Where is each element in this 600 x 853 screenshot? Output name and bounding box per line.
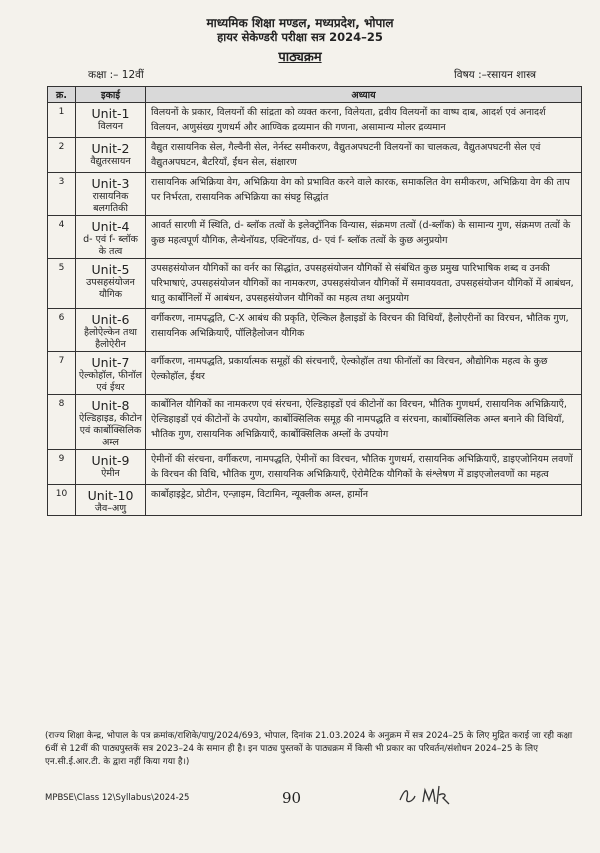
row-unit bbox=[76, 103, 146, 138]
page-title: पाठ्यक्रम bbox=[278, 50, 322, 65]
row-unit bbox=[76, 259, 146, 309]
exam-title: हायर सेकेण्डरी परीक्षा सत्र 2024–25 bbox=[217, 30, 383, 44]
unit-name: हैलोऐल्केन तथा हैलोऐरीन bbox=[83, 327, 138, 350]
unit-name: ऐमीन bbox=[101, 468, 120, 479]
table-row bbox=[48, 138, 582, 173]
table-row bbox=[48, 103, 582, 138]
row-serial: 8 bbox=[48, 395, 76, 450]
board-name: माध्यमिक शिक्षा मण्डल, मध्यप्रदेश, भोपाल bbox=[206, 16, 394, 30]
unit-name: ऐल्डिहाइड, कीटोन एवं कार्बोक्सिलिक अम्ल bbox=[78, 413, 143, 448]
unit-code: Unit-9 bbox=[91, 453, 130, 468]
row-chapters: उपसहसंयोजन यौगिकों का वर्नर का सिद्धांत, उपसहसंयोजन यौगिकों से संबंधित कुछ प्रमुख पारिभाषिक शब्द व उनकी परिभाषाएं, उपसहसंयोजन यौगिकों का नामकरण, उपसहसंयोजन यौगिकों में समावयवता, उपसहसंयोजन यौगिकों में आबंधन, धातु कार्बोनिलों में आबंधन, उपसहसंयोजन यौगिकों का महत्व तथा अनुप्रयोग bbox=[146, 259, 582, 309]
row-chapters: रासायनिक अभिक्रिया वेग, अभिक्रिया वेग को प्रभावित करने वाले कारक, समाकलित वेग समीकरण, अभिक्रिया वेग की ताप पर निर्भरता, रासायनिक अभिक्रिया का संघट्ट सिद्धांत bbox=[146, 173, 582, 216]
row-chapters: कार्बोहाइड्रेट, प्रोटीन, एन्ज़ाइम, विटामिन, न्यूक्लीक अम्ल, हार्मोन bbox=[146, 485, 582, 516]
row-serial: 2 bbox=[48, 138, 76, 173]
unit-code: Unit-8 bbox=[91, 398, 130, 413]
signature-mark bbox=[395, 780, 475, 810]
unit-code: Unit-1 bbox=[91, 106, 130, 121]
unit-name: जैव–अणु bbox=[94, 503, 127, 514]
unit-code: Unit-7 bbox=[91, 355, 130, 370]
document-code: MPBSE\Class 12\Syllabus\2024-25 bbox=[45, 793, 190, 803]
unit-code: Unit-2 bbox=[91, 141, 130, 156]
page-number: 90 bbox=[282, 789, 302, 807]
table-row bbox=[48, 259, 582, 309]
table-row bbox=[48, 395, 582, 450]
footnote: (राज्य शिक्षा केन्द्र, भोपाल के पत्र क्रमांक/राशिके/पापु/2024/693, भोपाल, दिनांक 21.03.2024 के अनुक्रम में सत्र 2024–25 के लिए मुद्रित कराई जा रही कक्षा 6वीं से 12वीं की पाठ्यपुस्तकें सत्र 2023–24 के समान ही है। इन पाठ्य पुस्तकों के पाठ्यक्रम में किसी भी प्रकार का परिवर्तन/संशोधन 2024–25 के लिए एन.सी.ई.आर.टी. के द्वारा नहीं किया गया है।) bbox=[45, 731, 573, 767]
row-serial: 10 bbox=[48, 485, 76, 516]
row-chapters: ऐमीनों की संरचना, वर्गीकरण, नामपद्धति, ऐमीनों का विरचन, भौतिक गुणधर्म, रासायनिक अभिक्रियाएँ, डाइएजोनियम लवणों के विरचन की विधि, भौतिक गुण, रासायनिक अभिक्रियाएँ, ऐरोमैटिक यौगिकों के संश्लेषण में डाइएजोलवणों का महत्व bbox=[146, 450, 582, 485]
row-chapters: वैद्युत रासायनिक सेल, गैल्वैनी सेल, नेर्नस्ट समीकरण, वैद्युतअपघटनी विलयनों का चालकत्व, वैद्युतअपघटनी सेल एवं वैद्युतअपघटन, बैटरियाँ, ईंधन सेल, संक्षारण bbox=[146, 138, 582, 173]
table-row bbox=[48, 450, 582, 485]
row-serial: 6 bbox=[48, 309, 76, 352]
table-row bbox=[48, 352, 582, 395]
syllabus-table bbox=[47, 86, 582, 516]
row-serial: 3 bbox=[48, 173, 76, 216]
unit-name: वैद्युतरसायन bbox=[90, 156, 131, 167]
row-unit bbox=[76, 216, 146, 259]
table-row bbox=[48, 216, 582, 259]
row-unit bbox=[76, 450, 146, 485]
unit-code: Unit-5 bbox=[91, 262, 130, 277]
unit-name: d- एवं f- ब्लॉक के तत्व bbox=[83, 234, 138, 257]
unit-name: ऐल्कोहॉल, फीनॉल एवं ईथर bbox=[78, 370, 143, 393]
row-serial: 5 bbox=[48, 259, 76, 309]
row-unit bbox=[76, 485, 146, 516]
row-unit bbox=[76, 352, 146, 395]
unit-code: Unit-3 bbox=[91, 176, 130, 191]
row-serial: 9 bbox=[48, 450, 76, 485]
table-row bbox=[48, 309, 582, 352]
row-chapters: वर्गीकरण, नामपद्धति, प्रकार्यात्मक समूहों की संरचनाएँ, ऐल्कोहॉल तथा फीनॉलों का विरचन, औद्योगिक महत्व के कुछ ऐल्कोहॉल, ईथर bbox=[146, 352, 582, 395]
row-serial: 4 bbox=[48, 216, 76, 259]
table-row bbox=[48, 485, 582, 516]
row-chapters: कार्बोनिल यौगिकों का नामकरण एवं संरचना, ऐल्डिहाइडों एवं कीटोनों का विरचन, भौतिक गुणधर्म, रासायनिक अभिक्रियाएँ, ऐल्डिहाइडों एवं कीटोनों के उपयोग, कार्बोक्सिलिक समूह की नामपद्धति व संरचना, कार्बोक्सिलिक अम्ल बनाने की विधियाँ, भौतिक गुण, रासायनिक अभिक्रियाएँ, कार्बोक्सिलिक अम्लों के उपयोग bbox=[146, 395, 582, 450]
row-unit bbox=[76, 309, 146, 352]
unit-code: Unit-6 bbox=[91, 312, 130, 327]
header-unit: इकाई bbox=[76, 87, 146, 103]
unit-code: Unit-4 bbox=[91, 219, 130, 234]
row-unit bbox=[76, 395, 146, 450]
table-row bbox=[48, 173, 582, 216]
row-unit bbox=[76, 173, 146, 216]
table-header-row bbox=[48, 87, 582, 103]
row-unit bbox=[76, 138, 146, 173]
row-chapters: आवर्त सारणी में स्थिति, d- ब्लॉक तत्वों के इलेक्ट्रॉनिक विन्यास, संक्रमण तत्वों (d-ब्लॉक) के सामान्य गुण, संक्रमण तत्वों के कुछ महत्वपूर्ण यौगिक, लैन्थेनॉयड, एक्टिनॉयड, d- एवं f- ब्लॉक तत्वों के कुछ अनुप्रयोग bbox=[146, 216, 582, 259]
unit-name: उपसहसंयोजन यौगिक bbox=[86, 277, 135, 300]
unit-name: विलयन bbox=[98, 121, 123, 132]
header-serial: क्र. bbox=[48, 87, 76, 103]
unit-name: रासायनिक बलगतिकी bbox=[92, 191, 129, 214]
row-chapters: वर्गीकरण, नामपद्धति, C-X आबंध की प्रकृति, ऐल्किल हैलाइडों के विरचन की विधियाँ, हैलोएरीनों का विरचन, भौतिक गुण, रासायनिक अभिक्रियाएँ, पॉलिहैलोजन यौगिक bbox=[146, 309, 582, 352]
row-chapters: विलयनों के प्रकार, विलयनों की सांद्रता को व्यक्त करना, विलेयता, द्रवीय विलयनों का वाष्प दाब, आदर्श एवं अनादर्श विलयन, अणुसंख्य गुणधर्म और आण्विक द्रव्यमान की गणना, असामान्य मोलर द्रव्यमान bbox=[146, 103, 582, 138]
class-label: कक्षा :– 12वीं bbox=[88, 69, 144, 81]
row-serial: 1 bbox=[48, 103, 76, 138]
subject-label: विषय :–रसायन शास्त्र bbox=[454, 69, 536, 81]
row-serial: 7 bbox=[48, 352, 76, 395]
unit-code: Unit-10 bbox=[87, 488, 134, 503]
header-chapter: अध्याय bbox=[146, 87, 582, 103]
